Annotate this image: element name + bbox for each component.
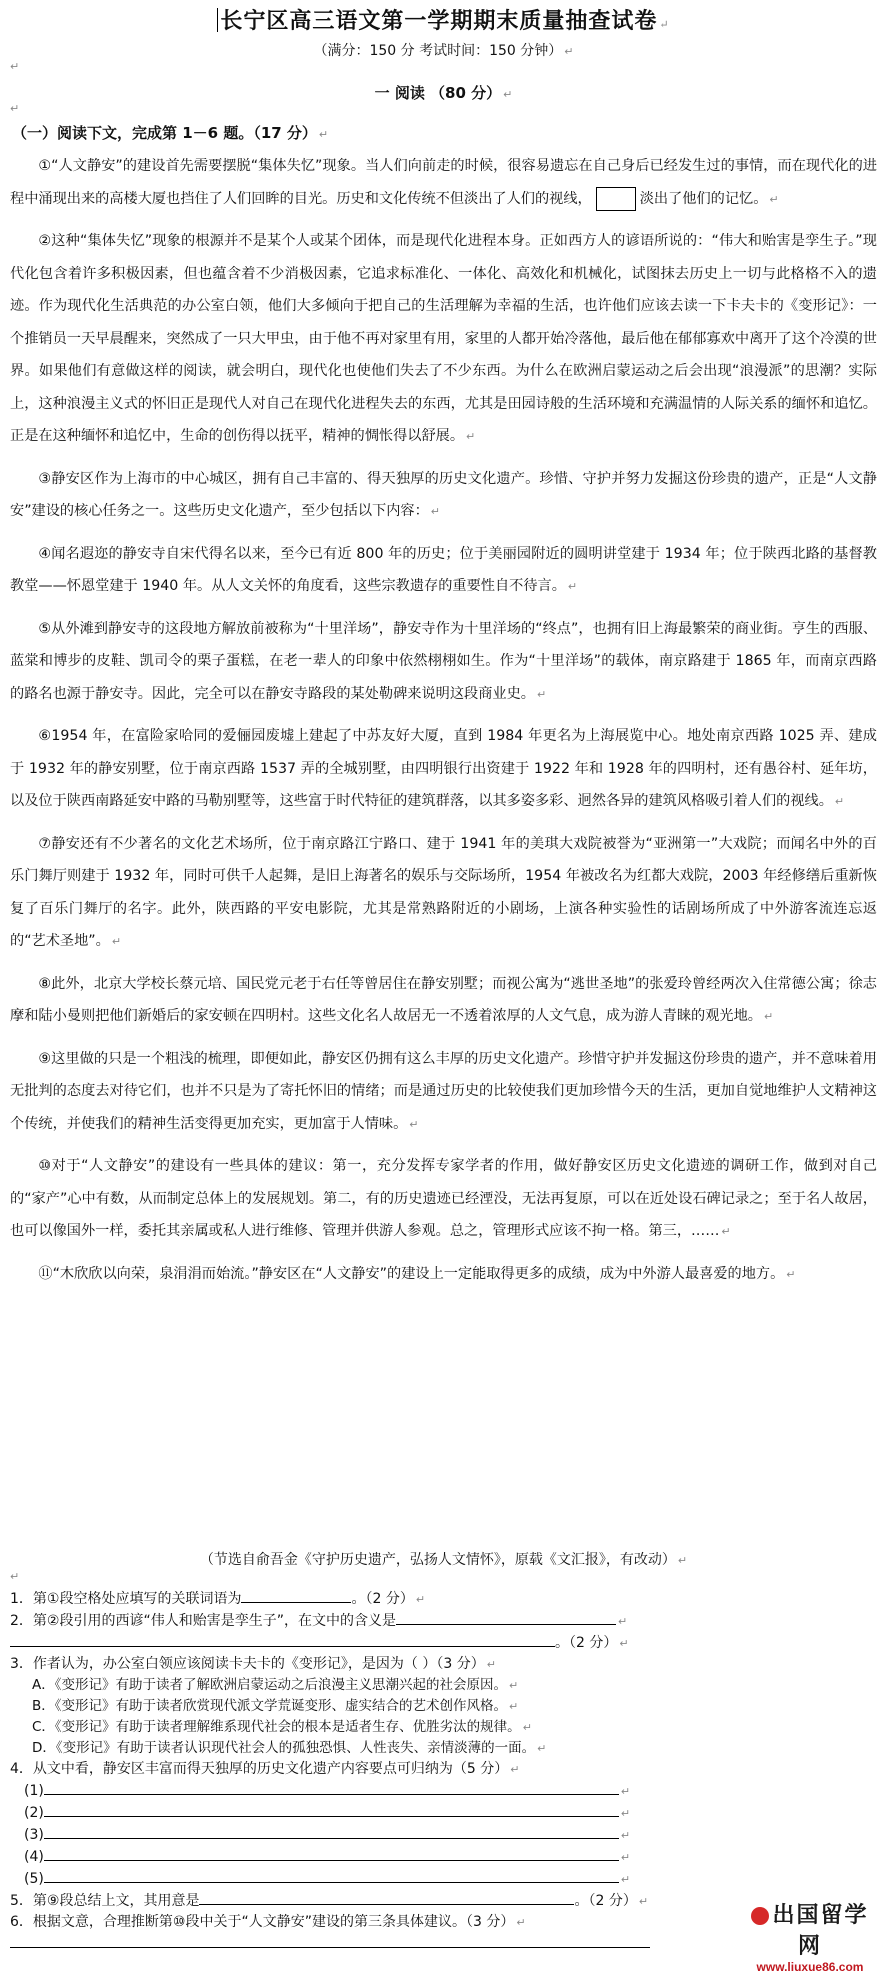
question-6: 6．根据文意，合理推断第⑩段中关于“人文静安”建设的第三条具体建议。（3 分） ↵ xyxy=(10,1914,526,1930)
paragraph-mark-icon: ↵ xyxy=(10,60,20,73)
paragraph-mark-icon: ↵ xyxy=(536,687,547,701)
question-4-item: (3) ↵ xyxy=(10,1824,880,1846)
paragraph-5: ⑤从外滩到静安寺的这段地方解放前被称为“十里洋场”，静安寺作为十里洋场的“终点”，也拥有旧上海最繁荣的商业街。亨生的西服、蓝棠和博步的皮鞋、凯司令的栗子蛋糕，在老一辈人的印象中依然栩栩如生。作为“十里洋场”的载体，南京路建于 1865 年，而南京西路的路名也源于静安寺。因此，完全可以在静安寺路段的某处勒碑来说明这段商业史。 ↵ xyxy=(10,620,877,702)
answer-line xyxy=(199,1890,574,1905)
paragraph-mark-icon: ↵ xyxy=(620,1807,631,1820)
question-1: 1．第①段空格处应填写的关联词语为 。（2 分） ↵ xyxy=(10,1588,880,1610)
paragraph-mark-icon: ↵ xyxy=(503,88,513,101)
paragraph-mark-icon: ↵ xyxy=(617,1615,628,1628)
paragraph-mark-icon: ↵ xyxy=(537,1742,547,1755)
question-4: 4．从文中看，静安区丰富而得天独厚的历史文化遗产内容要点可归纳为（5 分） ↵ xyxy=(10,1761,520,1777)
blank-box xyxy=(596,187,636,211)
paragraph-mark-icon: ↵ xyxy=(786,1267,796,1281)
question-4-item: (2) ↵ xyxy=(10,1802,880,1824)
paragraph-mark-icon: ↵ xyxy=(659,18,670,31)
paragraph-11: ⑪“木欣欣以向荣，泉涓涓而始流。”静安区在“人文静安”的建设上一定能取得更多的成绩，成为中外游人最喜爱的地方。 ↵ xyxy=(38,1265,796,1282)
paragraph-mark-icon: ↵ xyxy=(318,128,329,141)
question-3-option-a: A．《变形记》有助于读者了解欧洲启蒙运动之后浪漫主义思潮兴起的社会原因。 ↵ xyxy=(32,1677,519,1693)
answer-line xyxy=(44,1802,619,1817)
paragraph-mark-icon: ↵ xyxy=(486,1658,496,1671)
paragraph-mark-icon: ↵ xyxy=(763,1010,774,1023)
question-3-option-d: D．《变形记》有助于读者认识现代社会人的孤独恐惧、人性丧失、亲情淡薄的一面。 ↵ xyxy=(32,1740,547,1756)
paragraph-8: ⑧此外，北京大学校长蔡元培、国民党元老于右任等曾居住在静安别墅；而视公寓为“逃世圣地”的张爱玲曾经两次入住常德公寓；徐志摩和陆小曼则把他们新婚后的家安顿在四明村。这些文化名人故居无一不透着浓厚的人文气息，成为游人青睐的观光地。 ↵ xyxy=(10,975,877,1024)
paragraph-7: ⑦静安还有不少著名的文化艺术场所，位于南京路江宁路口、建于 1941 年的美琪大戏院被誉为“亚洲第一”大戏院；而闻名中外的百乐门舞厅则建于 1932 年，同时可供千人起舞，是旧上海著名的娱乐与交际场所，1954 年被改名为红都大戏院，2003 年经修缮后重新恢复了百乐门舞厅的名字。此外，陕西路的平安电影院，尤其是常熟路附近的小剧场，上演各种实验性的话剧场所成了中外游客流连忘返的“艺术圣地”。 ↵ xyxy=(10,835,877,949)
paragraph-mark-icon: ↵ xyxy=(10,1570,20,1583)
answer-line xyxy=(241,1588,351,1603)
paragraph-3: ③静安区作为上海市的中心城区，拥有自己丰富的、得天独厚的历史文化遗产。珍惜、守护并努力发掘这份珍贵的遗产，正是“人文静安”建设的核心任务之一。这些历史文化遗产，至少包括以下内容： ↵ xyxy=(10,470,877,519)
paragraph-mark-icon: ↵ xyxy=(409,1117,419,1131)
paragraph-mark-icon: ↵ xyxy=(721,1225,731,1238)
text-cursor xyxy=(217,8,218,32)
paragraph-mark-icon: ↵ xyxy=(415,1593,426,1606)
paragraph-mark-icon: ↵ xyxy=(466,430,476,443)
paragraph-mark-icon: ↵ xyxy=(638,1895,649,1908)
exam-title: 长宁区高三语文第一学期期末质量抽查试卷 ↵ xyxy=(0,4,887,35)
paragraph-6: ⑥1954 年，在富险家哈同的爱俪园废墟上建起了中苏友好大厦，直到 1984 年更名为上海展览中心。地处南京西路 1025 弄、建成于 1932 年的静安别墅，位于南京西路 1537 弄的全城别墅，由四明银行出资建于 1922 年和 1928 年的四明村，还有愚谷村、延年坊，以及位于陕西南路延安中路的马勒别墅等，这些富于时代特征的建筑群落，以其多姿多彩、迥然各异的建筑风格吸引着人们的视线。 ↵ xyxy=(10,728,877,809)
paragraph-mark-icon: ↵ xyxy=(620,1829,631,1842)
paragraph-mark-icon: ↵ xyxy=(111,935,122,948)
answer-line xyxy=(44,1824,619,1839)
question-3-option-b: B．《变形记》有助于读者欣赏现代派文学荒诞变形、虚实结合的艺术创作风格。 ↵ xyxy=(32,1698,519,1714)
answer-line xyxy=(396,1610,616,1625)
question-2: 2．第②段引用的西谚“伟人和贻害是孪生子”，在文中的含义是 ↵ xyxy=(10,1610,880,1632)
answer-line xyxy=(44,1780,619,1795)
paragraph-mark-icon: ↵ xyxy=(430,505,441,518)
paragraph-9: ⑨这里做的只是一个粗浅的梳理，即便如此，静安区仍拥有这么丰厚的历史文化遗产。珍惜守护并发掘这份珍贵的遗产，并不意味着用无批判的态度去对待它们，也并不只是为了寄托怀旧的情绪；而是通过历史的比较使我们更加珍惜今天的生活，更加自觉地维护人文精神这个传统，并使我们的精神生活变得更加充实，更加富于人情味。 ↵ xyxy=(10,1050,877,1132)
paragraph-mark-icon: ↵ xyxy=(567,580,578,593)
answer-line xyxy=(10,1933,650,1948)
paragraph-mark-icon: ↵ xyxy=(508,1679,519,1692)
paragraph-mark-icon: ↵ xyxy=(564,45,574,58)
paragraph-mark-icon: ↵ xyxy=(522,1721,532,1734)
paragraph-mark-icon: ↵ xyxy=(677,1554,688,1567)
paragraph-mark-icon: ↵ xyxy=(619,1637,629,1650)
site-watermark: 出国留学网 www.liuxue86.com xyxy=(740,1898,880,1974)
paragraph-mark-icon: ↵ xyxy=(620,1873,631,1886)
exam-info: （满分：150 分 考试时间：150 分钟） ↵ xyxy=(313,43,574,59)
question-3: 3．作者认为，办公室白领应该阅读卡夫卡的《变形记》，是因为（ ）（3 分） ↵ xyxy=(10,1656,496,1672)
paragraph-mark-icon: ↵ xyxy=(509,1700,519,1713)
answer-line xyxy=(44,1846,619,1861)
paragraph-mark-icon: ↵ xyxy=(516,1916,526,1929)
paragraph-mark-icon: ↵ xyxy=(620,1851,631,1864)
passage-source: （节选自俞吾金《守护历史遗产，弘扬人文情怀》，原载《文汇报》，有改动） ↵ xyxy=(199,1552,688,1568)
paragraph-2: ②这种“集体失忆”现象的根源并不是某个人或某个团体，而是现代化进程本身。正如西方人的谚语所说的：“伟大和贻害是孪生子。”现代化包含着许多积极因素，但也蕴含着不少消极因素，它追求标准化、一体化、高效化和机械化，试图抹去历史上一切与此格格不入的遗迹。作为现代化生活典范的办公室白领，他们大多倾向于把自己的生活理解为幸福的生活，也许他们应该去读一下卡夫卡的《变形记》：一个推销员一天早晨醒来，突然成了一只大甲虫，由于他不再对家里有用，家里的人都开始冷落他，最后他在郁郁寡欢中离开了这个冷漠的世界。如果他们有意做这样的阅读，就会明白，现代化也使他们失去了不少东西。为什么在欧洲启蒙运动之后会出现“浪漫派”的思潮？实际上，这种浪漫主义式的怀旧正是现代人对自己在现代化进程失去的东西，尤其是田园诗般的生活环境和充满温情的人际关系的缅怀和追忆。正是在这种缅怀和追忆中，生命的创伤得以抚平，精神的惆怅得以舒展。 ↵ xyxy=(10,233,877,444)
paragraph-4: ④闻名遐迩的静安寺自宋代得名以来，至今已有近 800 年的历史；位于美丽园附近的圆明讲堂建于 1934 年；位于陕西北路的基督教教堂——怀恩堂建于 1940 年。从人文关怀的角度看，这些宗教遗存的重要性自不待言。 ↵ xyxy=(10,545,877,594)
paragraph-10: ⑩对于“人文静安”的建设有一些具体的建议：第一，充分发挥专家学者的作用，做好静安区历史文化遗迹的调研工作，做到对自己的“家产”心中有数，从而制定总体上的发展规划。第二，有的历史遗迹已经湮没，无法再复原，可以在近处设石碑记录之；至于名人故居，也可以像国外一样，委托其亲属或私人进行维修、管理并供游人参观。总之，管理形式应该不拘一格。第三，…… ↵ xyxy=(10,1158,877,1239)
paragraph-mark-icon: ↵ xyxy=(769,192,779,206)
paragraph-mark-icon: ↵ xyxy=(620,1785,631,1798)
answer-line xyxy=(10,1632,555,1647)
logo-icon xyxy=(751,1907,769,1925)
question-4-item: (1) ↵ xyxy=(10,1780,880,1802)
question-4-item: (4) ↵ xyxy=(10,1846,880,1868)
paragraph-mark-icon: ↵ xyxy=(10,102,20,115)
reading-passage xyxy=(10,150,877,1300)
section-heading: 一 阅读 （80 分） ↵ xyxy=(374,84,513,102)
question-5: 5．第⑨段总结上文，其用意是 。（2 分） ↵ xyxy=(10,1890,880,1912)
part-heading: （一）阅读下文，完成第 1－6 题。（17 分） ↵ xyxy=(12,124,329,142)
question-2-continued: 。（2 分） ↵ xyxy=(10,1632,880,1654)
paragraph-mark-icon: ↵ xyxy=(510,1763,520,1776)
question-3-option-c: C．《变形记》有助于读者理解维系现代社会的根本是适者生存、优胜劣汰的规律。 ↵ xyxy=(32,1719,532,1735)
paragraph-1: ①“人文静安”的建设首先需要摆脱“集体失忆”现象。当人们向前走的时候，很容易遗忘在自己身后已经发生过的事情，而在现代化的进程中涌现出来的高楼大厦也挡住了人们回眸的目光。历史和文化传统不但淡出了人们的视线， 淡出了他们的记忆。 ↵ xyxy=(10,150,877,216)
paragraph-mark-icon: ↵ xyxy=(834,795,845,808)
answer-line xyxy=(44,1868,619,1883)
question-4-item: (5) ↵ xyxy=(10,1868,880,1890)
